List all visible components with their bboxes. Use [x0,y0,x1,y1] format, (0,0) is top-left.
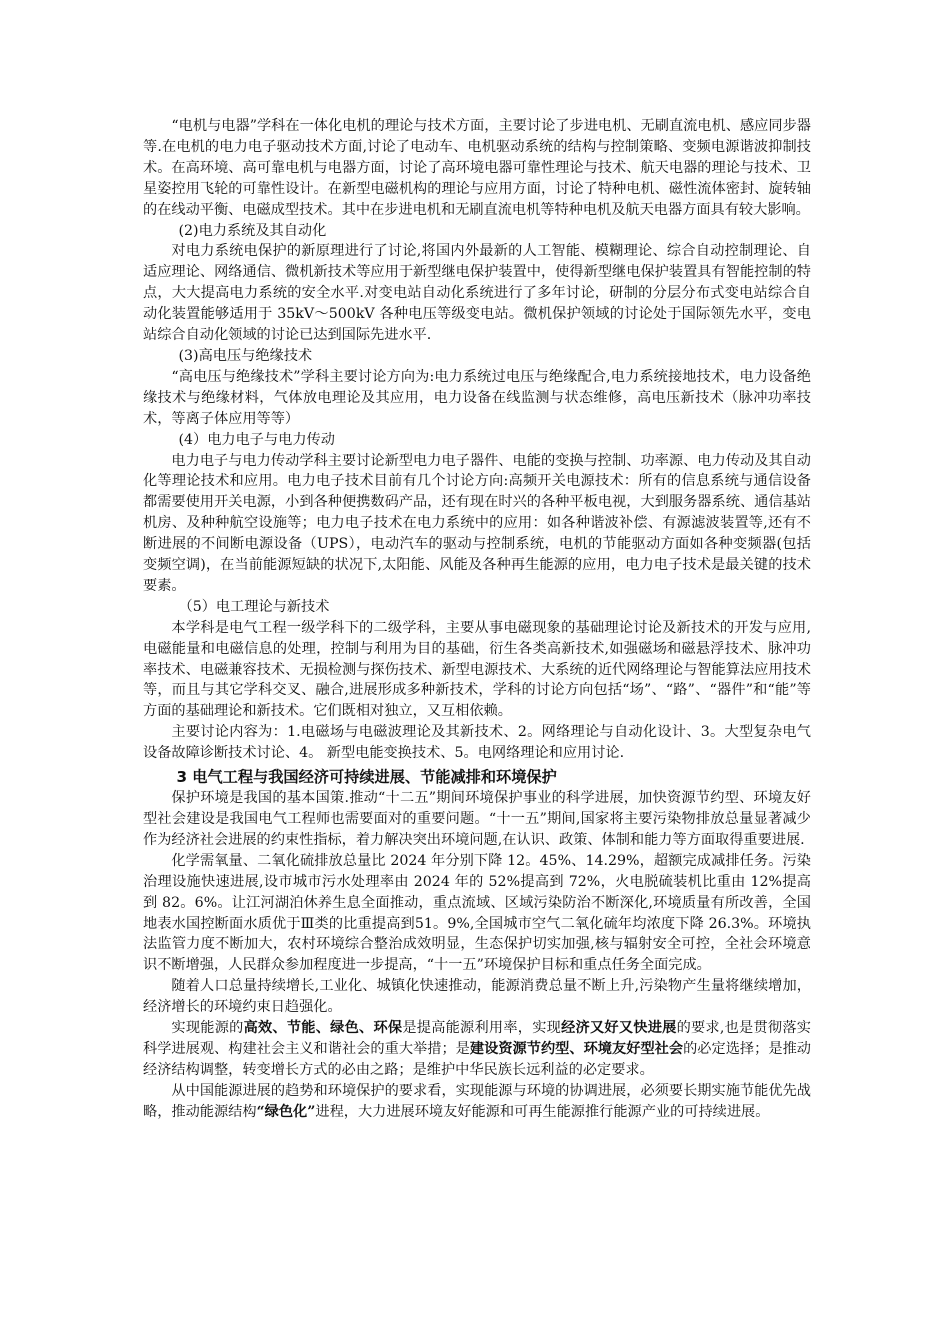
subheading-electrical-theory: （5）电工理论与新技术 [178,598,330,615]
paragraph-research-topics: 主要讨论内容为：1.电磁场与电磁波理论及其新技术、2。网络理论与自动化设计、3。大型复杂电气设备故障诊断技术讨论、4。 新型电能变换技术、5。电网络理论和应用讨论. [143,724,811,762]
text-span: 是提高能源利用率，实现 [402,1020,562,1037]
bold-span: “绿色化” [256,1103,316,1120]
bold-span: 经济又好又快进展 [561,1020,677,1037]
text-span: 的必定选择；是推动经济结构调整，转变增长方式的必由之路；是维护中华民族长远利益的必定要求。 [143,1040,811,1078]
document-page [143,116,811,1123]
paragraph-motors-appliances: “电机与电器”学科在一体化电机的理论与技术方面，主要讨论了步进电机、无刷直流电机、感应同步器等.在电机的电力电子驱动技术方面,讨论了电动车、电机驱动系统的结构与控制策略、变频电源谐波抑制技术。在高环境、高可靠电机与电器方面，讨论了高环境电器可靠性理论与技术、航天电器的理论与技术、卫星姿控用飞轮的可靠性设计。在新型电磁机构的理论与应用方面，讨论了特种电机、磁性流体密封、旋转轴的在线动平衡、电磁成型技术。其中在步进电机和无刷直流电机等特种电机及航天电器方面具有较大影响。 [143,118,811,218]
bold-span: 高效、节能、绿色、环保 [243,1020,403,1037]
subheading-power-electronics: (4）电力电子与电力传动 [178,431,335,448]
paragraph-emission-results: 化学需氧量、二氧化硫排放总量比 2024 年分别下降 12。45%、14.29%，超额完成减排任务。污染治理设施快速进展,设市城市污水处理率由 2024 年的 52%提高到 72%，火电脱硫装机比重由 12%提高到 82。6%。让江河湖泊休养生息全面推动，重点流域、区域污染防治不断深化,环境质量有所改善，全国地表水国控断面水质优于Ⅲ类的比重提高到51。9%,全国城市空气二氧化硫年均浓度下降 26.3%。环境执法监管力度不断加大，农村环境综合整治成效明显，生态保护切实加强,核与辐射安全可控，全社会环境意识不断增强，人民群众参加程度进一步提高，“十一五”环境保护目标和重点任务全面完成。 [143,852,811,974]
subheading-high-voltage: (3)高电压与绝缘技术 [178,347,313,364]
subheading-power-systems: (2)电力系统及其自动化 [178,222,327,239]
section-heading-3: 3 电气工程与我国经济可持续进展、节能减排和环境保护 [176,768,557,787]
paragraph-power-systems: 对电力系统电保护的新原理进行了讨论,将国内外最新的人工智能、模糊理论、综合自动控制理论、自适应理论、网络通信、微机新技术等应用于新型继电保护装置中，使得新型继电保护装置具有智能控制的特点，大大提高电力系统的安全水平.对变电站自动化系统进行了多年讨论，研制的分层分布式变电站综合自动化装置能够适用于 35kV～500kV 各种电压等级变电站。微机保护领域的讨论处于国际领先水平，变电站综合自动化领域的讨论已达到国际先进水平. [143,243,811,344]
paragraph-electrical-theory: 本学科是电气工程一级学科下的二级学科，主要从事电磁现象的基础理论讨论及新技术的开发与应用,电磁能量和电磁信息的处理，控制与利用为目的基础，衍生各类高新技术,如强磁场和磁悬浮技术、脉冲功率技术、电磁兼容技术、无损检测与探伤技术、新型电源技术、大系统的近代网络理论与智能算法应用技术等，而且与其它学科交叉、融合,进展形成多种新技术，学科的讨论方向包括“场”、“路”、“器件”和“能”等方面的基础理论和新技术。它们既相对独立，又互相依赖。 [143,619,811,720]
text-span: 进程，大力进展环境友好能源和可再生能源推行能源产业的可持续进展。 [315,1103,770,1120]
text-span: 的要求,也是贯彻落实科学进展观、构建社会主义和谐社会的重大举措；是 [143,1020,811,1057]
bold-span: 建设资源节约型、环境友好型社会 [469,1040,684,1057]
paragraph-environment-policy: 保护环境是我国的基本国策.推动“十二五”期间环境保护事业的科学进展，加快资源节约型、环境友好型社会建设是我国电气工程师也需要面对的重要问题。“十一五”期间,国家将主要污染物排放总量显著减少作为经济社会进展的约束性指标，着力解决突出环境问题,在认识、政策、体制和能力等方面取得重要进展. [143,790,811,848]
paragraph-power-electronics: 电力电子与电力传动学科主要讨论新型电力电子器件、电能的变换与控制、功率源、电力传动及其自动化等理论技术和应用。电力电子技术目前有几个讨论方向:高频开关电源技术：所有的信息系统与通信设备都需要使用开关电源，小到各种便携数码产品，还有现在时兴的各种平板电视，大到服务器系统、通信基站机房、及种种航空设施等；电力电子技术在电力系统中的应用：如各种谐波补偿、有源滤波装置等,还有不断进展的不间断电源设备（UPS），电动汽车的驱动与控制系统，电机的节能驱动方面如各种变频器(包括变频空调)，在当前能源短缺的状况下,太阳能、风能及各种再生能源的应用，电力电子技术是最关键的技术要素。 [143,452,811,594]
paragraph-growth-pressure: 随着人口总量持续增长,工业化、城镇化快速推动，能源消费总量不断上升,污染物产生量将继续增加，经济增长的环境约束日趋强化。 [143,978,811,1016]
text-span: 实现能源的 [171,1020,244,1037]
text-span: 从中国能源进展的趋势和环境保护的要求看，实现能源与环境的协调进展，必须要长期实施节能优先战略，推动能源结构 [143,1082,811,1120]
paragraph-high-voltage: “高电压与绝缘技术”学科主要讨论方向为:电力系统过电压与绝缘配合,电力系统接地技术，电力设备绝缘技术与绝缘材料，气体放电理论及其应用，电力设备在线监测与状态维修，高电压新技术（脉冲功率技术，等离子体应用等等） [143,368,811,427]
paragraph-energy-strategy [143,1081,811,1123]
paragraph-energy-goals [143,1018,811,1081]
